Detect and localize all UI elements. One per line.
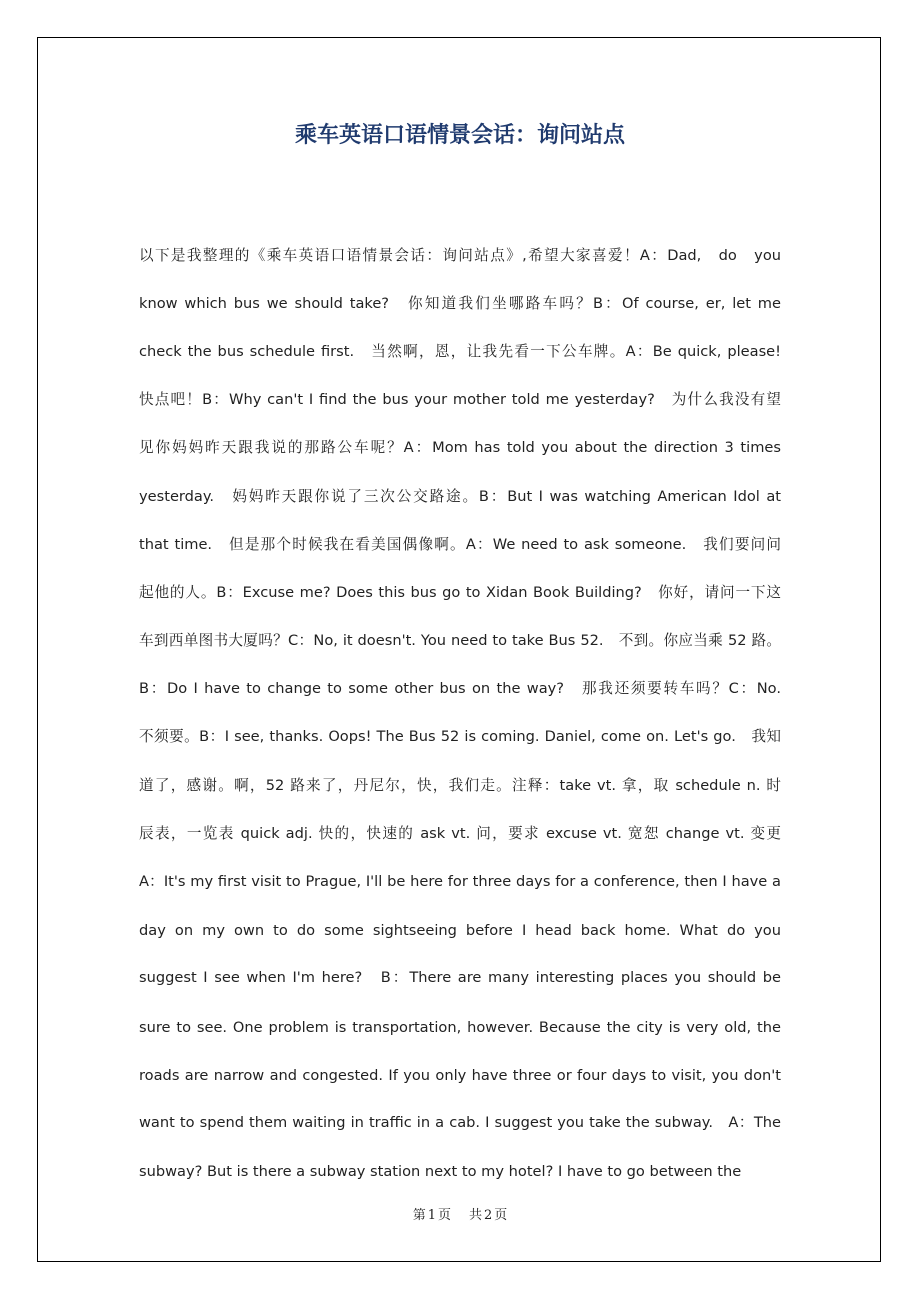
page-footer bbox=[0, 1206, 920, 1226]
page-current: 1 bbox=[427, 1208, 436, 1223]
body-line: yesterday. 妈妈昨天跟你说了三次公交路途。B：But I was watching American Idol at bbox=[139, 488, 781, 505]
body-line: B：Do I have to change to some other bus on the way? 那我还须要转车吗？C：No. bbox=[139, 680, 781, 697]
body-line: day on my own to do some sightseeing before I head back home. What do you bbox=[139, 922, 781, 939]
body-line: 辰表，一览表 quick adj. 快的，快速的 ask vt. 问，要求 excuse vt. 宽恕 change vt. 变更 bbox=[139, 825, 781, 842]
body-line: subway? But is there a subway station next to my hotel? I have to go between the bbox=[139, 1163, 742, 1180]
body-line: 车到西单图书大厦吗？C：No, it doesn't. You need to take Bus 52. 不到。你应当乘 52 路。 bbox=[139, 632, 781, 649]
body-line: 起他的人。B：Excuse me? Does this bus go to Xidan Book Building? 你好，请问一下这 bbox=[139, 584, 781, 601]
body-line: 不须要。B：I see, thanks. Oops! The Bus 52 is coming. Daniel, come on. Let's go. 我知 bbox=[139, 728, 781, 745]
body-line: A：It's my first visit to Prague, I'll be here for three days for a conference, then I have a bbox=[139, 873, 781, 890]
body-line: know which bus we should take? 你知道我们坐哪路车吗？B：Of course, er, let me bbox=[139, 295, 781, 312]
body-line: that time. 但是那个时候我在看美国偶像啊。A：We need to ask someone. 我们要问问 bbox=[139, 536, 781, 553]
total-label-prefix: 共 bbox=[469, 1208, 483, 1223]
body-line: 快点吧！B：Why can't I find the bus your mother told me yesterday? 为什么我没有望 bbox=[139, 391, 781, 408]
body-line: 道了，感谢。啊，52 路来了，丹尼尔，快，我们走。注释：take vt. 拿，取 schedule n. 时 bbox=[139, 777, 781, 794]
body-line: 见你妈妈昨天跟我说的那路公车呢？A：Mom has told you about the direction 3 times bbox=[139, 439, 781, 456]
body-line: sure to see. One problem is transportation, however. Because the city is very old, the bbox=[139, 1019, 781, 1036]
page-total: 2 bbox=[484, 1208, 493, 1223]
body-line: check the bus schedule first. 当然啊，恩，让我先看一下公车牌。A：Be quick, please! bbox=[139, 343, 781, 360]
body-line: 以下是我整理的《乘车英语口语情景会话：询问站点》,希望大家喜爱！A：Dad, do you bbox=[139, 247, 781, 264]
body-line: want to spend them waiting in traffic in a cab. I suggest you take the subway. A：The bbox=[139, 1114, 781, 1131]
document-title: 乘车英语口语情景会话：询问站点 bbox=[294, 123, 625, 148]
total-label-suffix: 页 bbox=[494, 1208, 508, 1223]
page-label-prefix: 第 bbox=[412, 1208, 426, 1223]
body-line: roads are narrow and congested. If you only have three or four days to visit, you don't bbox=[139, 1067, 781, 1084]
body-line: suggest I see when I'm here? B：There are many interesting places you should be bbox=[139, 969, 781, 986]
page-label-suffix: 页 bbox=[437, 1208, 451, 1223]
